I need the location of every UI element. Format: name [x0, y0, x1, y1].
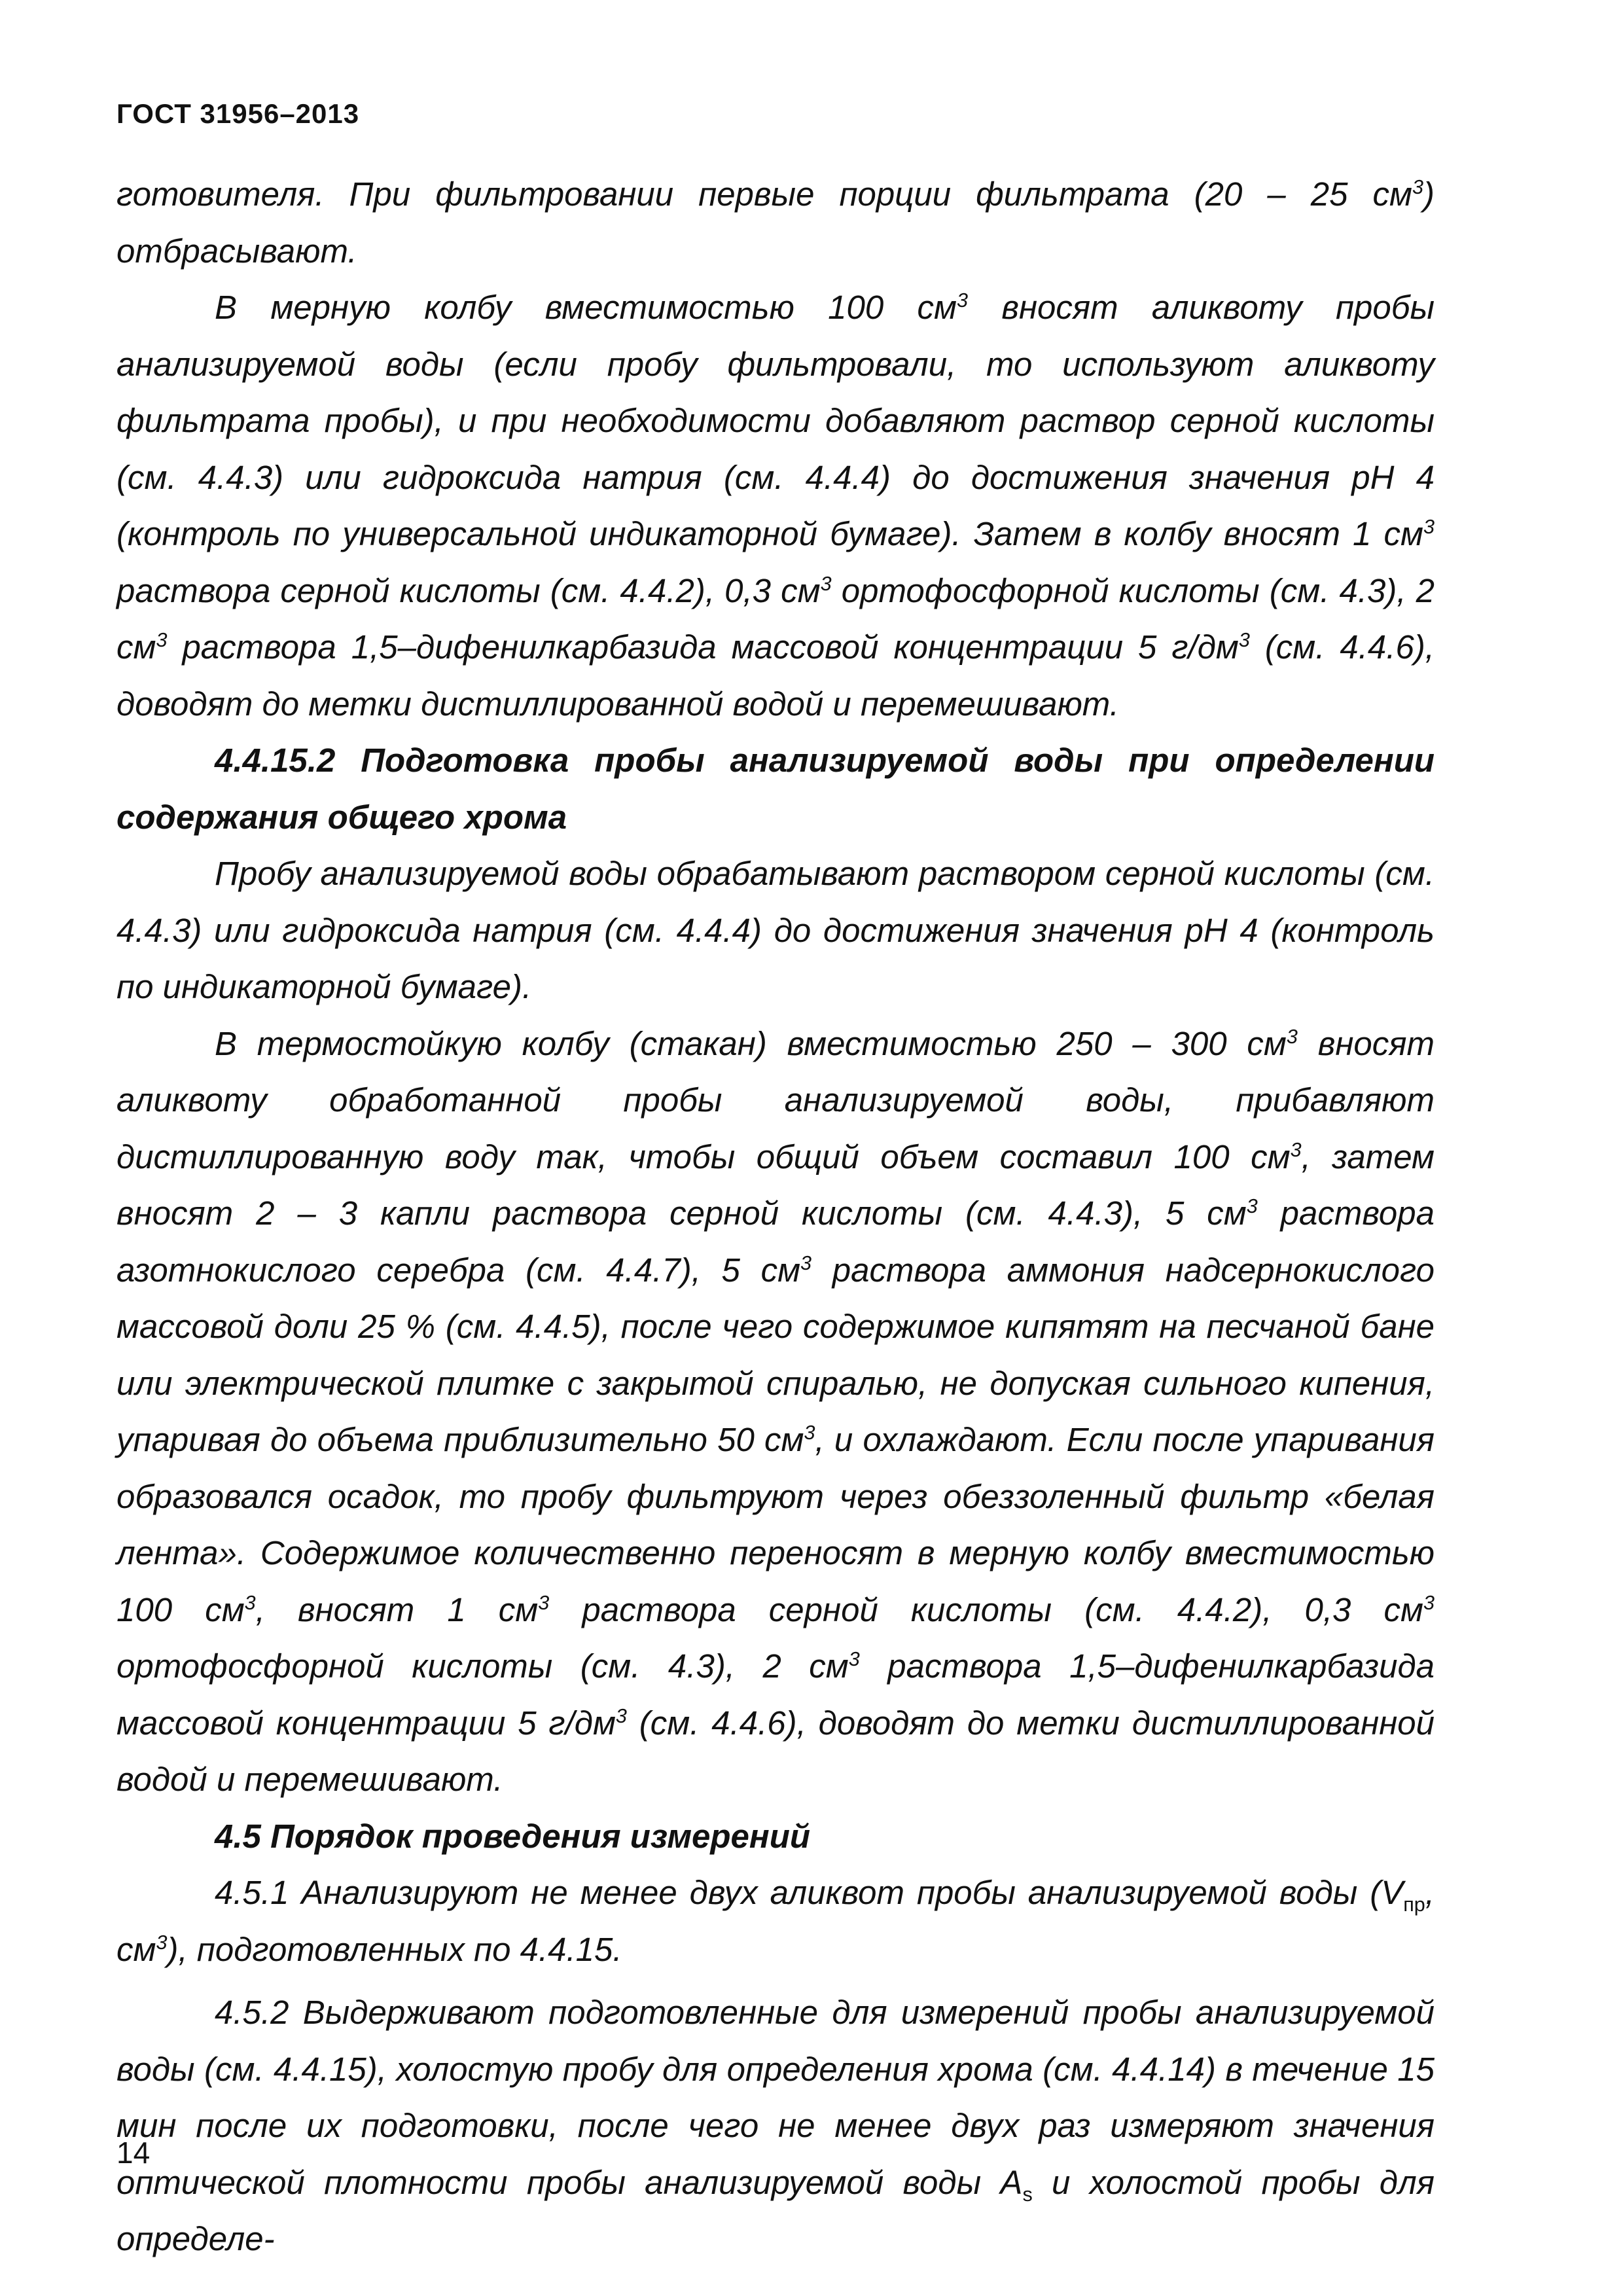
section-heading-4-4-15-2: 4.4.15.2 Подготовка пробы анализируемой воды при определении содержания общего хрома — [116, 742, 1435, 836]
paragraph-4-5-2: 4.5.2 Выдерживают подготовленные для измерений пробы анализируемой воды (см. 4.4.15), холостую пробу для определения хрома (см. 4.4.14) в течение 15 мин после их подготовки, после чего не менее двух раз измеряют значения оптической плотности пробы анализируемой воды $A_s$ и холостой пробы для определе- — [116, 1994, 1435, 2257]
paragraph-continuation: готовителя. При фильтровании первые порции фильтрата (20 – 25 $см^3$) отбрасывают. — [116, 175, 1435, 270]
paragraph-hexavalent-prep: В мерную колбу вместимостью 100 $см^3$ вносят аликвоту пробы анализируемой воды (если пробу фильтровали, то используют аликвоту фильтрата пробы), и при необходимости добавляют раствор серной кислоты (см. 4.4.3) или гидроксида натрия (см. 4.4.4) до достижения значения рН 4 (контроль по универсальной индикаторной бумаге). Затем в колбу вносят 1 $см^3$ раствора серной кислоты (см. 4.4.2), 0,3 $см^3$ ортофосфорной кислоты (см. 4.3), 2 $см^3$ раствора 1,5–дифенилкарбазида массовой концентрации 5 $г/дм^3$ (см. 4.4.6), доводят до метки дистиллированной водой и перемешивают. — [116, 289, 1435, 723]
body-text — [116, 166, 1435, 2268]
section-heading-4-5: 4.5 Порядок проведения измерений — [215, 1817, 811, 1855]
standard-header: ГОСТ 31956–2013 — [116, 98, 360, 129]
paragraph-4-5-1: 4.5.1 Анализируют не менее двух аликвот пробы анализируемой воды ($V_{пр}$, $см^3$), подготовленных по 4.4.15. — [116, 1874, 1435, 1968]
paragraph-ph-adjust: Пробу анализируемой воды обрабатывают раствором серной кислоты (см. 4.4.3) или гидроксида натрия (см. 4.4.4) до достижения значения рН 4 (контроль по индикаторной бумаге). — [116, 855, 1435, 1005]
paragraph-total-chromium-prep: В термостойкую колбу (стакан) вместимостью 250 – 300 $см^3$ вносят аликвоту обработанной пробы анализируемой воды, прибавляют дистиллированную воду так, чтобы общий объем составил 100 $см^3$, затем вносят 2 – 3 капли раствора серной кислоты (см. 4.4.3), 5 $см^3$ раствора азотнокислого серебра (см. 4.4.7), 5 $см^3$ раствора аммония надсернокислого массовой доли 25 % (см. 4.4.5), после чего содержимое кипятят на песчаной бане или электрической плитке с закрытой спиралью, не допуская сильного кипения, упаривая до объема приблизительно 50 $см^3$, и охлаждают. Если после упаривания образовался осадок, то пробу фильтруют через обеззоленный фильтр «белая лента». Содержимое количественно переносят в мерную колбу вместимостью 100 $см^3$, вносят 1 $см^3$ раствора серной кислоты (см. 4.4.2), 0,3 $см^3$ ортофосфорной кислоты (см. 4.3), 2 $см^3$ раствора 1,5–дифенилкарбазида массовой концентрации 5 $г/дм^3$ (см. 4.4.6), доводят до метки дистиллированной водой и перемешивают. — [116, 1024, 1435, 1798]
page-number: 14 — [116, 2136, 151, 2170]
